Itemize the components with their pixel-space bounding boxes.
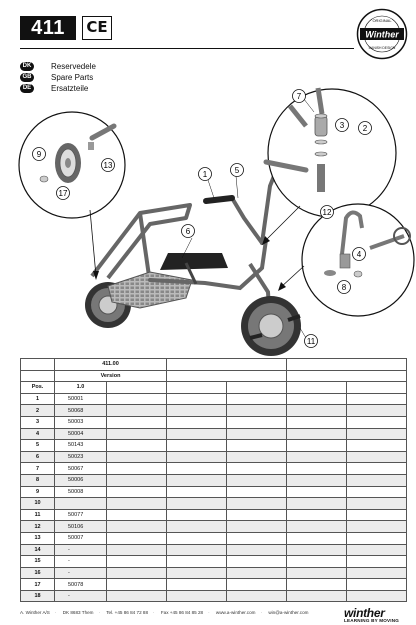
empty-cell: [167, 521, 227, 533]
empty-cell: [287, 590, 347, 602]
empty-cell: [227, 498, 287, 510]
empty-cell: [347, 440, 407, 452]
empty-cell: [167, 567, 227, 579]
row-part-number: -: [55, 556, 107, 568]
table-row: [21, 405, 407, 417]
row-part-number: 50106: [55, 521, 107, 533]
empty-cell: [347, 463, 407, 475]
empty-cell: [167, 590, 227, 602]
row-part-number: 50004: [55, 428, 107, 440]
empty-cell: [287, 486, 347, 498]
empty-cell: [287, 451, 347, 463]
empty-cell: [347, 416, 407, 428]
table-row: [21, 544, 407, 556]
row-part-number: 50008: [55, 486, 107, 498]
empty-cell: [347, 509, 407, 521]
empty-cell: [167, 474, 227, 486]
row-position: 18: [21, 590, 55, 602]
row-part-number: 50078: [55, 579, 107, 591]
empty-cell: [287, 440, 347, 452]
empty-cell: [287, 556, 347, 568]
empty-cell: [167, 405, 227, 417]
empty-cell: [107, 486, 167, 498]
callout-13: 13: [103, 161, 113, 170]
empty-cell: [107, 405, 167, 417]
row-part-number: 50023: [55, 451, 107, 463]
empty-cell: [167, 463, 227, 475]
empty-cell: [107, 556, 167, 568]
logo-tagline: LEARNING BY MOVING: [344, 618, 400, 623]
table-row: [21, 532, 407, 544]
footer-web[interactable]: www.a-winther.com: [215, 610, 256, 615]
empty-cell: [107, 498, 167, 510]
table-row: [21, 463, 407, 475]
empty-cell: [227, 579, 287, 591]
callout-17: 17: [58, 189, 68, 198]
row-part-number: -: [55, 567, 107, 579]
row-part-number: 50068: [55, 405, 107, 417]
empty-cell: [347, 474, 407, 486]
seal-brand: Winther: [365, 29, 399, 40]
language-code: GB: [20, 73, 34, 82]
empty-cell: [347, 521, 407, 533]
empty-cell: [107, 428, 167, 440]
row-position: 3: [21, 416, 55, 428]
callout-1: 1: [202, 170, 208, 179]
empty-cell: [167, 556, 227, 568]
empty-cell: [167, 498, 227, 510]
empty-cell: [227, 440, 287, 452]
empty-cell: [227, 544, 287, 556]
empty-cell: [227, 590, 287, 602]
callout-9: 9: [36, 150, 42, 159]
empty-cell: [227, 486, 287, 498]
version-header: Version: [55, 370, 167, 382]
empty-cell: [227, 474, 287, 486]
footer-tel: Tel. +45 86 84 72 88: [106, 610, 149, 615]
row-position: 2: [21, 405, 55, 417]
ce-mark: CE: [82, 16, 112, 40]
spare-parts-table: [20, 358, 407, 602]
row-position: 10: [21, 498, 55, 510]
row-position: 4: [21, 428, 55, 440]
empty-cell: [287, 474, 347, 486]
exploded-parts-drawing: [0, 58, 416, 358]
table-row: [21, 579, 407, 591]
empty-cell: [227, 451, 287, 463]
empty-cell: [167, 393, 227, 405]
row-position: 11: [21, 509, 55, 521]
row-part-number: 50143: [55, 440, 107, 452]
empty-cell: [287, 532, 347, 544]
pos-header: Pos.: [21, 382, 55, 394]
row-part-number: 50077: [55, 509, 107, 521]
footer-address: DK 8683 Them: [62, 610, 94, 615]
empty-cell: [227, 393, 287, 405]
table-row: [21, 509, 407, 521]
empty-cell: [287, 579, 347, 591]
row-position: 17: [21, 579, 55, 591]
row-part-number: 50003: [55, 416, 107, 428]
row-position: 8: [21, 474, 55, 486]
table-row: [21, 393, 407, 405]
table-header-row: [21, 370, 407, 382]
empty-cell: [287, 509, 347, 521]
empty-cell: [167, 544, 227, 556]
language-label: Reservedele: [51, 62, 96, 71]
tricycle-illustration: [85, 176, 301, 356]
table-row: [21, 440, 407, 452]
empty-cell: [107, 463, 167, 475]
seal-bottom-text: DANISH DESIGN: [368, 46, 396, 50]
row-part-number: 50001: [55, 393, 107, 405]
winther-logo: winther: [344, 606, 385, 620]
empty-cell: [287, 521, 347, 533]
language-label: Spare Parts: [51, 73, 94, 82]
empty-cell: [227, 521, 287, 533]
empty-cell: [227, 567, 287, 579]
callout-2: 2: [362, 124, 368, 133]
empty-cell: [107, 544, 167, 556]
row-position: 16: [21, 567, 55, 579]
brand-seal-logo: [356, 8, 408, 60]
language-label: Ersatzteile: [51, 84, 89, 93]
empty-cell: [107, 416, 167, 428]
row-position: 7: [21, 463, 55, 475]
empty-cell: [287, 544, 347, 556]
row-position: 9: [21, 486, 55, 498]
empty-cell: [347, 556, 407, 568]
empty-cell: [347, 532, 407, 544]
row-position: 12: [21, 521, 55, 533]
table-row: [21, 486, 407, 498]
empty-cell: [167, 440, 227, 452]
product-number: 411.00: [55, 359, 167, 371]
footer-company: A. Winther A/S: [20, 610, 50, 615]
footer-fax: Fax +45 86 84 85 28: [160, 610, 204, 615]
empty-cell: [167, 428, 227, 440]
table-row: [21, 567, 407, 579]
empty-cell: [107, 521, 167, 533]
empty-cell: [347, 451, 407, 463]
empty-cell: [347, 590, 407, 602]
empty-cell: [347, 405, 407, 417]
language-code: DK: [20, 62, 34, 71]
table-row: [21, 556, 407, 568]
empty-cell: [167, 509, 227, 521]
table-row: [21, 416, 407, 428]
footer-email[interactable]: win@a-winther.com: [268, 610, 309, 615]
empty-cell: [167, 451, 227, 463]
row-position: 14: [21, 544, 55, 556]
empty-cell: [347, 486, 407, 498]
row-position: 6: [21, 451, 55, 463]
table-row: [21, 498, 407, 510]
seal-top-text: ORIGINAL: [372, 18, 392, 23]
callout-12: 12: [322, 208, 332, 217]
empty-cell: [227, 509, 287, 521]
empty-cell: [227, 428, 287, 440]
table-header-row: [21, 382, 407, 394]
fork-detail: [278, 204, 414, 316]
empty-cell: [347, 498, 407, 510]
callout-8: 8: [341, 283, 347, 292]
callout-3: 3: [339, 121, 345, 130]
row-position: 1: [21, 393, 55, 405]
row-part-number: -: [55, 590, 107, 602]
callout-5: 5: [234, 166, 240, 175]
header-divider: [20, 48, 354, 49]
version-value: 1.0: [55, 382, 107, 394]
empty-cell: [107, 440, 167, 452]
row-part-number: 50007: [55, 532, 107, 544]
empty-cell: [287, 428, 347, 440]
table-row: [21, 474, 407, 486]
language-code: DE: [20, 84, 34, 93]
empty-cell: [287, 416, 347, 428]
empty-cell: [167, 416, 227, 428]
row-position: 5: [21, 440, 55, 452]
callout-11: 11: [306, 337, 316, 346]
empty-cell: [107, 590, 167, 602]
row-part-number: 50067: [55, 463, 107, 475]
empty-cell: [287, 463, 347, 475]
empty-cell: [227, 463, 287, 475]
empty-cell: [347, 579, 407, 591]
empty-cell: [107, 532, 167, 544]
empty-cell: [107, 579, 167, 591]
empty-cell: [107, 509, 167, 521]
empty-cell: [107, 451, 167, 463]
callout-6: 6: [185, 227, 191, 236]
empty-cell: [347, 428, 407, 440]
empty-cell: [287, 405, 347, 417]
table-row: [21, 451, 407, 463]
row-position: 15: [21, 556, 55, 568]
row-part-number: 50006: [55, 474, 107, 486]
row-position: 13: [21, 532, 55, 544]
model-number: 411: [20, 16, 76, 40]
callout-4: 4: [356, 250, 362, 259]
table-header-row: [21, 359, 407, 371]
callout-7: 7: [296, 92, 302, 101]
table-row: [21, 428, 407, 440]
empty-cell: [287, 567, 347, 579]
empty-cell: [287, 393, 347, 405]
footer-contact: A. Winther A/S · DK 8683 Them · Tel. +45 86 84 72 88 · Fax +45 86 84 85 28 · www.a-winther.com · win@a-winther.com: [20, 610, 309, 615]
row-part-number: [55, 498, 107, 510]
empty-cell: [227, 405, 287, 417]
table-row: [21, 521, 407, 533]
empty-cell: [227, 416, 287, 428]
table-row: [21, 590, 407, 602]
empty-cell: [347, 393, 407, 405]
empty-cell: [107, 393, 167, 405]
row-part-number: -: [55, 544, 107, 556]
empty-cell: [227, 532, 287, 544]
empty-cell: [287, 498, 347, 510]
empty-cell: [107, 567, 167, 579]
empty-cell: [227, 556, 287, 568]
empty-cell: [167, 532, 227, 544]
empty-cell: [107, 474, 167, 486]
empty-cell: [167, 579, 227, 591]
empty-cell: [167, 486, 227, 498]
empty-cell: [347, 567, 407, 579]
empty-cell: [347, 544, 407, 556]
